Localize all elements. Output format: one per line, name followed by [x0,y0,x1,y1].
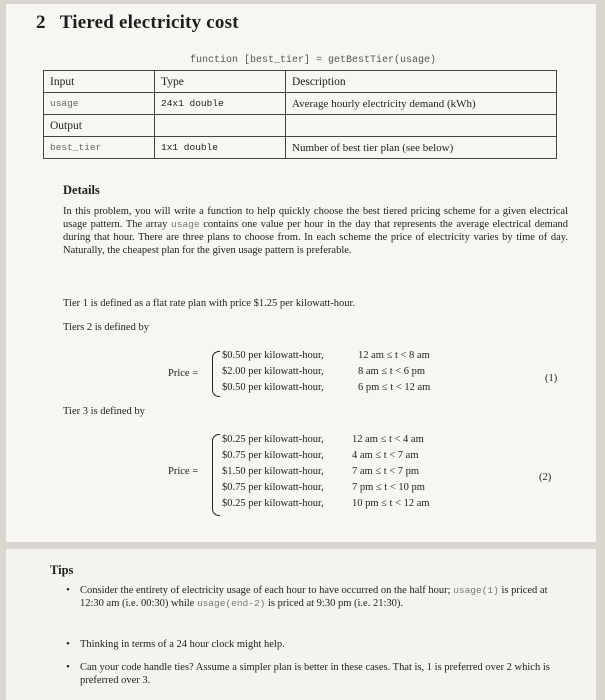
bullet-icon: • [66,638,70,650]
paragraph-text: In this problem, you will write a function to help quickly choose the best tiered pricing scheme for a given electrical usage pattern. The array [63,206,568,230]
equation-number: (2) [539,472,552,483]
tier3-text: Tier 3 is defined by [63,406,145,417]
tip-text-part: Consider the entirety of electricity usage of each hour to have occurred on the half hour; [80,585,451,596]
details-paragraph [63,205,568,257]
function-signature: function [best_tier] = getBestTier(usage) [190,55,437,66]
section-heading [36,12,239,34]
table-row [44,93,557,115]
section-number: 2 [36,12,46,33]
tip-text: Thinking in terms of a 24 hour clock might help. [80,639,285,650]
table-cell: 1x1 double [155,137,286,159]
price-row: $0.75 per kilowatt-hour, [222,482,324,493]
left-brace [212,434,220,516]
section-title: Tiered electricity cost [59,12,239,33]
tip-text [80,584,560,610]
tip-text-part: is priced at 9:30 pm (i.e. 21:30). [267,598,403,609]
table-cell [155,115,286,137]
left-brace [212,351,220,397]
inline-code: usage [171,219,200,230]
table-cell: Type [155,71,286,93]
tier1-text: Tier 1 is defined as a flat rate plan with price $1.25 per kilowatt-hour. [63,298,356,309]
bullet-icon: • [66,584,70,596]
table-cell: Number of best tier plan (see below) [286,137,557,159]
tip-text: Can your code handle ties? Assume a simpler plan is better in these cases. That is, 1 is preferred over 2 which is preferred over 3. [80,662,550,686]
table-cell: Description [286,71,557,93]
table-cell [286,93,557,115]
table-row [44,137,557,159]
table-cell: usage [44,93,155,115]
details-heading: Details [63,183,100,197]
tips-heading: Tips [50,563,74,577]
table-cell [286,115,557,137]
price-row: $0.75 per kilowatt-hour, [222,450,324,461]
time-condition: 7 am ≤ t < 7 pm [352,466,420,477]
price-label: Price = [168,466,199,477]
table-cell: best_tier [44,137,155,159]
tier2-text: Tiers 2 is defined by [63,322,149,333]
paragraph-text: contains one value per hour in the day that represents the average electrical demand during that hour. There are three plans to choose from. In each scheme the price of electricity varies by time of day. Naturally, the cheapest plan for the given usage pattern is preferable. [63,219,569,256]
price-label: Price = [168,368,199,379]
time-condition: 12 am ≤ t < 8 am [358,350,430,361]
usage-description: Average hourly electricity demand (kWh) [292,97,476,110]
time-condition: 4 am ≤ t < 7 am [352,450,419,461]
time-condition: 6 pm ≤ t < 12 am [358,382,431,393]
inline-code: usage(1) [453,585,499,596]
price-row: $0.50 per kilowatt-hour, [222,382,324,393]
table-cell: 24x1 double [155,93,286,115]
price-row: $0.25 per kilowatt-hour, [222,498,324,509]
inline-code: usage(end-2) [196,598,266,609]
tip-text-part: is priced at 12:30 am (i.e. 00:30) while [80,585,548,609]
time-condition: 8 am ≤ t < 6 pm [358,366,426,377]
bullet-icon: • [66,661,70,673]
equation-number: (1) [545,373,558,384]
price-row: $0.50 per kilowatt-hour, [222,350,324,361]
table-row [44,71,557,93]
table-row [44,115,557,137]
price-row: $1.50 per kilowatt-hour, [222,466,324,477]
time-condition: 7 pm ≤ t < 10 pm [352,482,425,493]
price-row: $2.00 per kilowatt-hour, [222,366,324,377]
price-row: $0.25 per kilowatt-hour, [222,434,324,445]
table-cell: Output [44,115,155,137]
time-condition: 10 pm ≤ t < 12 am [352,498,430,509]
table-cell: Input [44,71,155,93]
time-condition: 12 am ≤ t < 4 am [352,434,424,445]
io-table [43,70,557,159]
